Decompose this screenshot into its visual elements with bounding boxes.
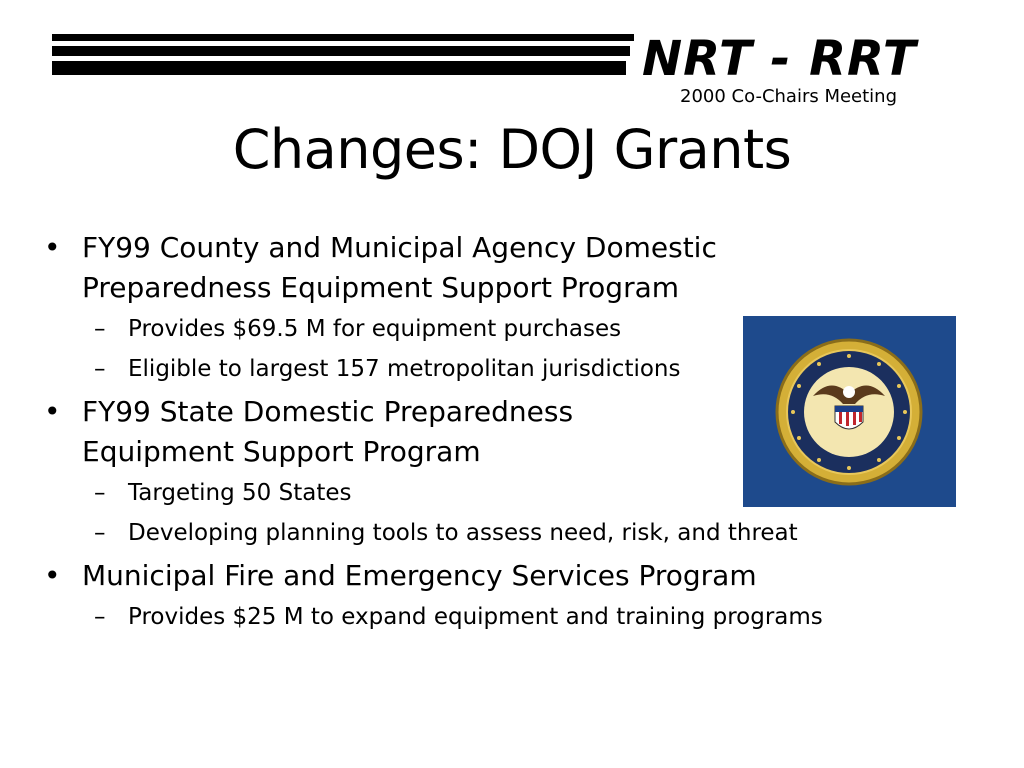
bullet-text-line: FY99 County and Municipal Agency Domestic xyxy=(82,231,717,264)
bullet-text-line: Municipal Fire and Emergency Services Program xyxy=(82,559,757,592)
sub-bullet-text: Provides $25 M to expand equipment and training programs xyxy=(128,604,823,630)
sub-bullet-item xyxy=(40,600,940,634)
bullet-item xyxy=(40,556,940,596)
bullet-item xyxy=(40,228,940,308)
bullet-text-line: FY99 State Domestic Preparedness xyxy=(82,395,574,428)
bullet-glyph: • xyxy=(44,395,61,428)
meeting-subtitle: 2000 Co-Chairs Meeting xyxy=(680,86,898,107)
sub-bullet-glyph: – xyxy=(94,356,106,382)
header-banner xyxy=(0,0,1024,110)
bullet-glyph: • xyxy=(44,559,61,592)
sub-bullet-glyph: – xyxy=(94,480,106,506)
sub-bullet-text: Developing planning tools to assess need, risk, and threat xyxy=(128,520,798,546)
logo-text: NRT - RRT xyxy=(642,31,917,82)
sub-bullet-glyph: – xyxy=(94,604,106,630)
sub-bullet-glyph: – xyxy=(94,316,106,342)
bullet-glyph: • xyxy=(44,231,61,264)
doj-seal-icon xyxy=(743,316,956,507)
bullet-text-line: Preparedness Equipment Support Program xyxy=(82,271,680,304)
sub-bullet-item xyxy=(40,516,940,550)
doj-seal-image xyxy=(743,316,956,507)
slide-title: Changes: DOJ Grants xyxy=(232,118,792,181)
bullet-text-line: Equipment Support Program xyxy=(82,435,481,468)
sub-bullet-text: Provides $69.5 M for equipment purchases xyxy=(128,316,622,342)
sub-bullet-text: Targeting 50 States xyxy=(128,480,352,506)
nrt-rrt-logo xyxy=(52,30,952,82)
sub-bullet-text: Eligible to largest 157 metropolitan jurisdictions xyxy=(128,356,681,382)
sub-bullet-glyph: – xyxy=(94,520,106,546)
